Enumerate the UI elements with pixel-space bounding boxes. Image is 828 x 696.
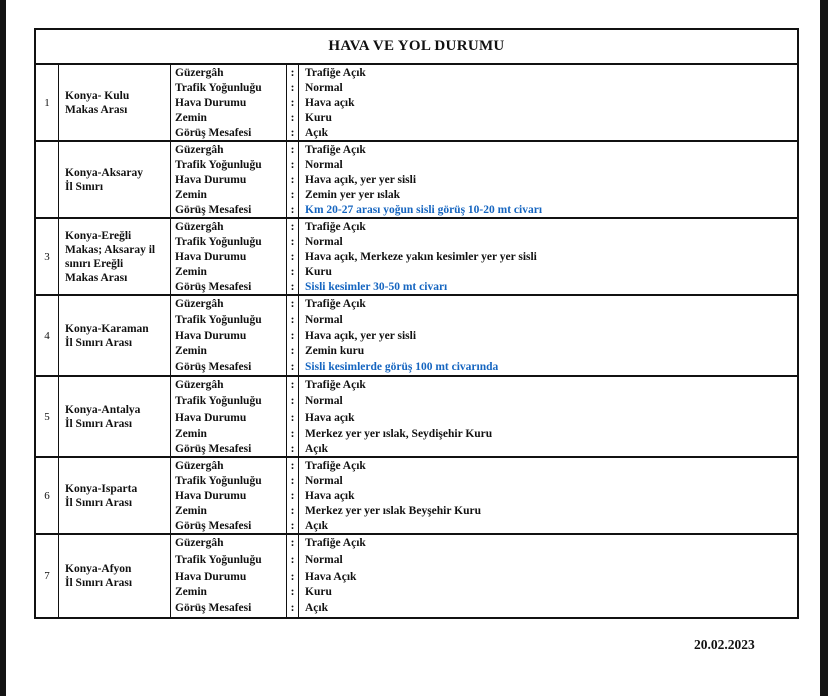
- field-label: Trafik Yoğunluğu: [175, 474, 262, 487]
- field-values: [299, 458, 797, 533]
- field-value: Hava açık: [305, 412, 355, 424]
- table-body: [36, 65, 797, 617]
- field-label: Görüş Mesafesi: [175, 126, 252, 139]
- colon-separator: :: [290, 220, 295, 233]
- field-label: Hava Durumu: [175, 489, 247, 502]
- colon-separator: :: [290, 602, 295, 614]
- colon-separator: :: [290, 459, 295, 472]
- field-value: Açık: [305, 602, 328, 614]
- colon-separator: :: [290, 378, 295, 391]
- field-label: Güzergâh: [175, 143, 224, 156]
- route-name: Konya-Antalya İl Sınırı Arası: [59, 377, 171, 456]
- field-label: Görüş Mesafesi: [175, 280, 252, 293]
- colon-separator: :: [290, 143, 295, 156]
- colon-separator: :: [290, 188, 295, 201]
- colon-separator: :: [290, 504, 295, 517]
- field-label: Zemin: [175, 344, 207, 357]
- field-value: Hava açık, yer yer sisli: [305, 329, 417, 342]
- field-label: Zemin: [175, 188, 207, 201]
- colon-separator: :: [290, 489, 295, 502]
- field-label: Görüş Mesafesi: [175, 203, 252, 216]
- field-label: Güzergâh: [175, 220, 224, 233]
- separator-column: [287, 458, 299, 533]
- field-label: Zemin: [175, 427, 207, 440]
- field-values: [299, 377, 797, 456]
- colon-separator: :: [290, 265, 295, 278]
- field-label: Görüş Mesafesi: [175, 602, 252, 614]
- field-value: Sisli kesimler 30-50 mt civarı: [305, 280, 448, 293]
- field-value: Merkez yer yer ıslak, Seydişehir Kuru: [305, 427, 493, 440]
- row-number: 6: [36, 458, 59, 533]
- colon-separator: :: [290, 395, 295, 407]
- table-row: [36, 458, 797, 535]
- colon-separator: :: [290, 442, 295, 455]
- field-value: Hava açık, Merkeze yakın kesimler yer yer sisli: [305, 250, 537, 263]
- separator-column: [287, 535, 299, 617]
- field-value: Hava açık, yer yer sisli: [305, 173, 417, 186]
- row-number: 5: [36, 377, 59, 456]
- table-title: HAVA VE YOL DURUMU: [36, 30, 797, 65]
- separator-column: [287, 296, 299, 375]
- field-value: Sisli kesimlerde görüş 100 mt civarında: [305, 360, 499, 373]
- field-label: Güzergâh: [175, 459, 224, 472]
- route-name: Konya-Aksaray İl Sınırı: [59, 142, 171, 217]
- field-value: Trafiğe Açık: [305, 66, 366, 79]
- table-row: [36, 377, 797, 458]
- table-row: [36, 142, 797, 219]
- document-page: [6, 0, 820, 696]
- separator-column: [287, 219, 299, 294]
- field-value: Zemin kuru: [305, 344, 365, 357]
- field-label: Zemin: [175, 111, 207, 124]
- field-values: [299, 65, 797, 140]
- field-labels: [171, 219, 287, 294]
- field-value: Merkez yer yer ıslak Beyşehir Kuru: [305, 504, 481, 517]
- field-labels: [171, 142, 287, 217]
- field-labels: [171, 296, 287, 375]
- field-value: Normal: [305, 158, 343, 171]
- field-label: Trafik Yoğunluğu: [175, 313, 262, 326]
- row-number: 4: [36, 296, 59, 375]
- field-value: Trafiğe Açık: [305, 536, 366, 549]
- field-value: Kuru: [305, 585, 332, 598]
- field-label: Zemin: [175, 265, 207, 278]
- route-name: Konya-Karaman İl Sınırı Arası: [59, 296, 171, 375]
- weather-road-table: [34, 28, 799, 619]
- field-value: Trafiğe Açık: [305, 220, 366, 233]
- document-date: 20.02.2023: [694, 637, 755, 652]
- table-row: [36, 219, 797, 296]
- colon-separator: :: [290, 81, 295, 94]
- field-label: Güzergâh: [175, 536, 224, 549]
- field-labels: [171, 458, 287, 533]
- colon-separator: :: [290, 474, 295, 487]
- field-label: Görüş Mesafesi: [175, 442, 252, 455]
- row-number: 1: [36, 65, 59, 140]
- colon-separator: :: [290, 280, 295, 293]
- field-value: Normal: [305, 81, 343, 94]
- route-name: Konya- Kulu Makas Arası: [59, 65, 171, 140]
- table-row: [36, 535, 797, 617]
- field-value: Normal: [305, 474, 343, 487]
- colon-separator: :: [290, 235, 295, 248]
- colon-separator: :: [290, 297, 295, 310]
- field-value: Açık: [305, 519, 328, 532]
- field-label: Güzergâh: [175, 378, 224, 391]
- route-name: Konya-Ereğli Makas; Aksaray il sınırı Ereğli Makas Arası: [59, 219, 171, 294]
- field-value: Hava Açık: [305, 570, 357, 583]
- field-value: Normal: [305, 553, 343, 566]
- field-label: Zemin: [175, 585, 207, 598]
- row-number: 7: [36, 535, 59, 617]
- field-labels: [171, 65, 287, 140]
- field-value: Açık: [305, 126, 328, 139]
- field-label: Güzergâh: [175, 66, 224, 79]
- separator-column: [287, 142, 299, 217]
- field-label: Zemin: [175, 504, 207, 517]
- table-row: [36, 65, 797, 142]
- colon-separator: :: [290, 66, 295, 79]
- row-number: [36, 142, 59, 217]
- colon-separator: :: [290, 585, 295, 598]
- field-label: Hava Durumu: [175, 96, 247, 109]
- field-label: Trafik Yoğunluğu: [175, 81, 262, 94]
- colon-separator: :: [290, 360, 295, 373]
- field-value: Kuru: [305, 111, 332, 124]
- field-value: Normal: [305, 235, 343, 248]
- field-label: Hava Durumu: [175, 570, 247, 583]
- field-value: Trafiğe Açık: [305, 143, 366, 156]
- field-label: Hava Durumu: [175, 250, 247, 263]
- colon-separator: :: [290, 96, 295, 109]
- field-label: Trafik Yoğunluğu: [175, 158, 262, 171]
- colon-separator: :: [290, 111, 295, 124]
- field-label: Trafik Yoğunluğu: [175, 395, 262, 407]
- colon-separator: :: [290, 412, 295, 424]
- colon-separator: :: [290, 427, 295, 440]
- field-value: Zemin yer yer ıslak: [305, 188, 401, 201]
- field-labels: [171, 535, 287, 617]
- colon-separator: :: [290, 126, 295, 139]
- colon-separator: :: [290, 536, 295, 549]
- field-label: Hava Durumu: [175, 412, 247, 424]
- field-value: Normal: [305, 313, 343, 326]
- colon-separator: :: [290, 519, 295, 532]
- field-values: [299, 535, 797, 617]
- field-label: Trafik Yoğunluğu: [175, 235, 262, 248]
- field-value: Hava açık: [305, 96, 355, 109]
- field-label: Trafik Yoğunluğu: [175, 553, 262, 566]
- field-value: Açık: [305, 442, 328, 455]
- colon-separator: :: [290, 313, 295, 326]
- field-values: [299, 219, 797, 294]
- route-name: Konya-Afyon İl Sınırı Arası: [59, 535, 171, 617]
- row-number: 3: [36, 219, 59, 294]
- colon-separator: :: [290, 250, 295, 263]
- field-value: Hava açık: [305, 489, 355, 502]
- field-value: Km 20-27 arası yoğun sisli görüş 10-20 mt civarı: [305, 203, 543, 216]
- colon-separator: :: [290, 203, 295, 216]
- colon-separator: :: [290, 329, 295, 342]
- field-value: Normal: [305, 395, 343, 407]
- field-label: Görüş Mesafesi: [175, 519, 252, 532]
- colon-separator: :: [290, 553, 295, 566]
- field-values: [299, 296, 797, 375]
- colon-separator: :: [290, 570, 295, 583]
- colon-separator: :: [290, 158, 295, 171]
- colon-separator: :: [290, 173, 295, 186]
- field-value: Trafiğe Açık: [305, 378, 366, 391]
- field-label: Görüş Mesafesi: [175, 360, 252, 373]
- field-values: [299, 142, 797, 217]
- route-name: Konya-Isparta İl Sınırı Arası: [59, 458, 171, 533]
- field-value: Kuru: [305, 265, 332, 278]
- field-label: Hava Durumu: [175, 329, 247, 342]
- field-label: Hava Durumu: [175, 173, 247, 186]
- field-labels: [171, 377, 287, 456]
- field-value: Trafiğe Açık: [305, 459, 366, 472]
- field-value: Trafiğe Açık: [305, 297, 366, 310]
- colon-separator: :: [290, 344, 295, 357]
- separator-column: [287, 65, 299, 140]
- table-row: [36, 296, 797, 377]
- separator-column: [287, 377, 299, 456]
- field-label: Güzergâh: [175, 297, 224, 310]
